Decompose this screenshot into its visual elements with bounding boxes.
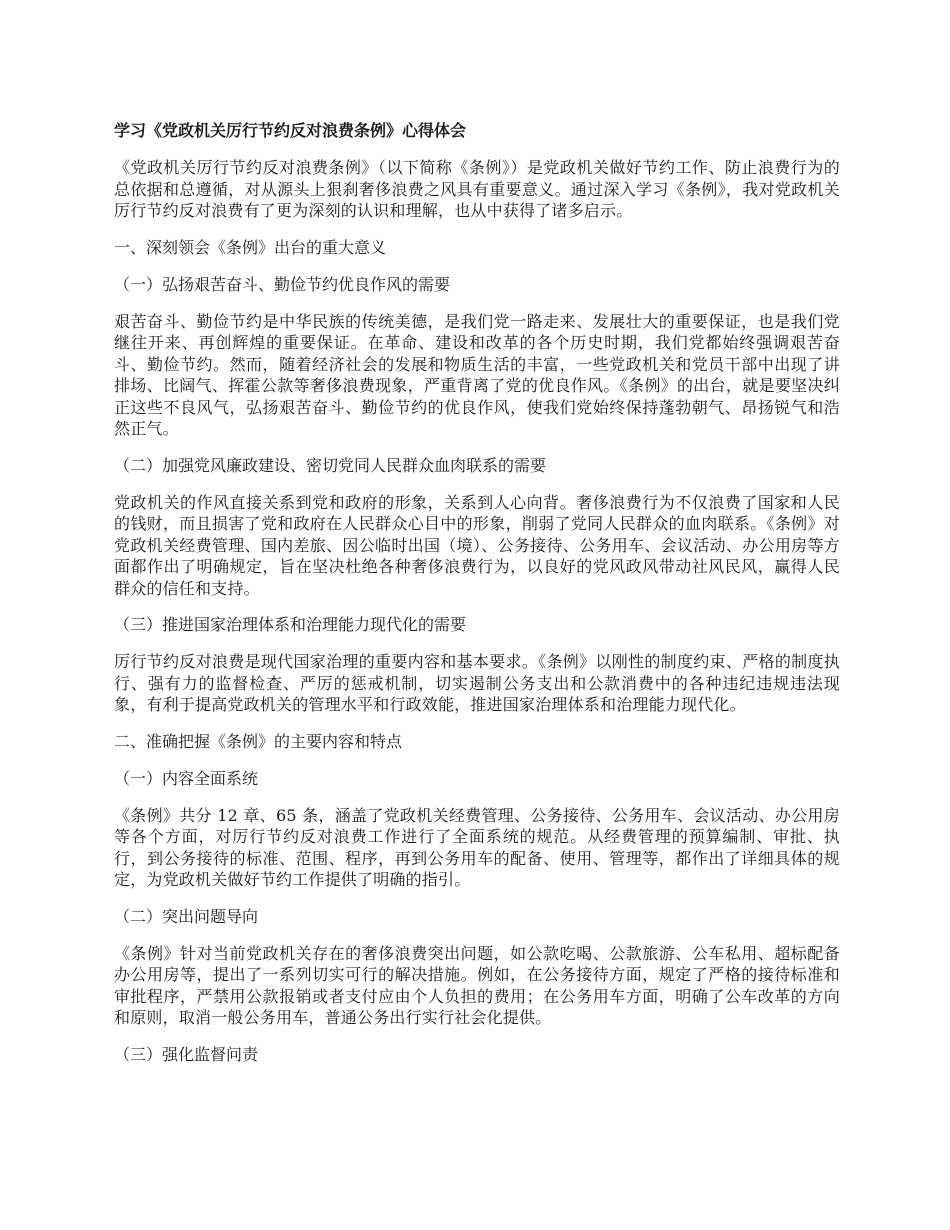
- paragraph-1-2: 党政机关的作风直接关系到党和政府的形象，关系到人心向背。奢侈浪费行为不仅浪费了国家和人民的钱财，而且损害了党和政府在人民群众心目中的形象，削弱了党同人民群众的血肉联系。《条例》对党政机关经费管理、国内差旅、因公临时出国（境）、公务接待、公务用车、会议活动、办公用房等方面都作出了明确规定，旨在坚决杜绝各种奢侈浪费行为，以良好的党风政风带动社风民风，赢得人民群众的信任和支持。: [114, 492, 840, 598]
- document-page: [114, 120, 840, 1081]
- subsection-heading-2-3: （三）强化监督问责: [114, 1044, 259, 1064]
- intro-paragraph: 《党政机关厉行节约反对浪费条例》（以下简称《条例》）是党政机关做好节约工作、防止浪费行为的总依据和总遵循，对从源头上狠刹奢侈浪费之风具有重要意义。通过深入学习《条例》，我对党政机关厉行节约反对浪费有了更为深刻的认识和理解，也从中获得了诸多启示。: [114, 158, 840, 220]
- paragraph-1-1: 艰苦奋斗、勤俭节约是中华民族的传统美德，是我们党一路走来、发展壮大的重要保证，也是我们党继往开来、再创辉煌的重要保证。在革命、建设和改革的各个历史时期，我们党都始终强调艰苦奋斗、勤俭节约。然而，随着经济社会的发展和物质生活的丰富，一些党政机关和党员干部中出现了讲排场、比阔气、挥霍公款等奢侈浪费现象，严重背离了党的优良作风。《条例》的出台，就是要坚决纠正这些不良风气，弘扬艰苦奋斗、勤俭节约的优良作风，使我们党始终保持蓬勃朝气、昂扬锐气和浩然正气。: [114, 311, 840, 438]
- subsection-heading-2-2: （二）突出问题导向: [114, 906, 259, 926]
- paragraph-2-2: 《条例》针对当前党政机关存在的奢侈浪费突出问题，如公款吃喝、公款旅游、公车私用、超标配备办公用房等，提出了一系列切实可行的解决措施。例如，在公务接待方面，规定了严格的接待标准和审批程序，严禁用公款报销或者支付应由个人负担的费用；在公务用车方面，明确了公车改革的方向和原则，取消一般公务用车，普通公务出行实行社会化提供。: [114, 943, 840, 1027]
- document-title: 学习《党政机关厉行节约反对浪费条例》心得体会: [114, 121, 467, 140]
- subsection-heading-1-1: （一）弘扬艰苦奋斗、勤俭节约优良作风的需要: [114, 274, 451, 294]
- subsection-heading-2-1: （一）内容全面系统: [114, 768, 259, 788]
- subsection-heading-1-2: （二）加强党风廉政建设、密切党同人民群众血肉联系的需要: [114, 455, 547, 475]
- section-heading-2: 二、准确把握《条例》的主要内容和特点: [114, 731, 403, 751]
- paragraph-2-1: 《条例》共分 12 章、65 条，涵盖了党政机关经费管理、公务接待、公务用车、会议活动、办公用房等各个方面，对厉行节约反对浪费工作进行了全面系统的规范。从经费管理的预算编制、审批、执行，到公务接待的标准、范围、程序，再到公务用车的配备、使用、管理等，都作出了详细具体的规定，为党政机关做好节约工作提供了明确的指引。: [114, 805, 840, 889]
- section-heading-1: 一、深刻领会《条例》出台的重大意义: [114, 237, 387, 257]
- subsection-heading-1-3: （三）推进国家治理体系和治理能力现代化的需要: [114, 615, 467, 634]
- paragraph-1-3: 厉行节约反对浪费是现代国家治理的重要内容和基本要求。《条例》以刚性的制度约束、严格的制度执行、强有力的监督检查、严厉的惩戒机制，切实遏制公务支出和公款消费中的各种违纪违规违法现象，有利于提高党政机关的管理水平和行政效能，推进国家治理体系和治理能力现代化。: [114, 652, 840, 714]
